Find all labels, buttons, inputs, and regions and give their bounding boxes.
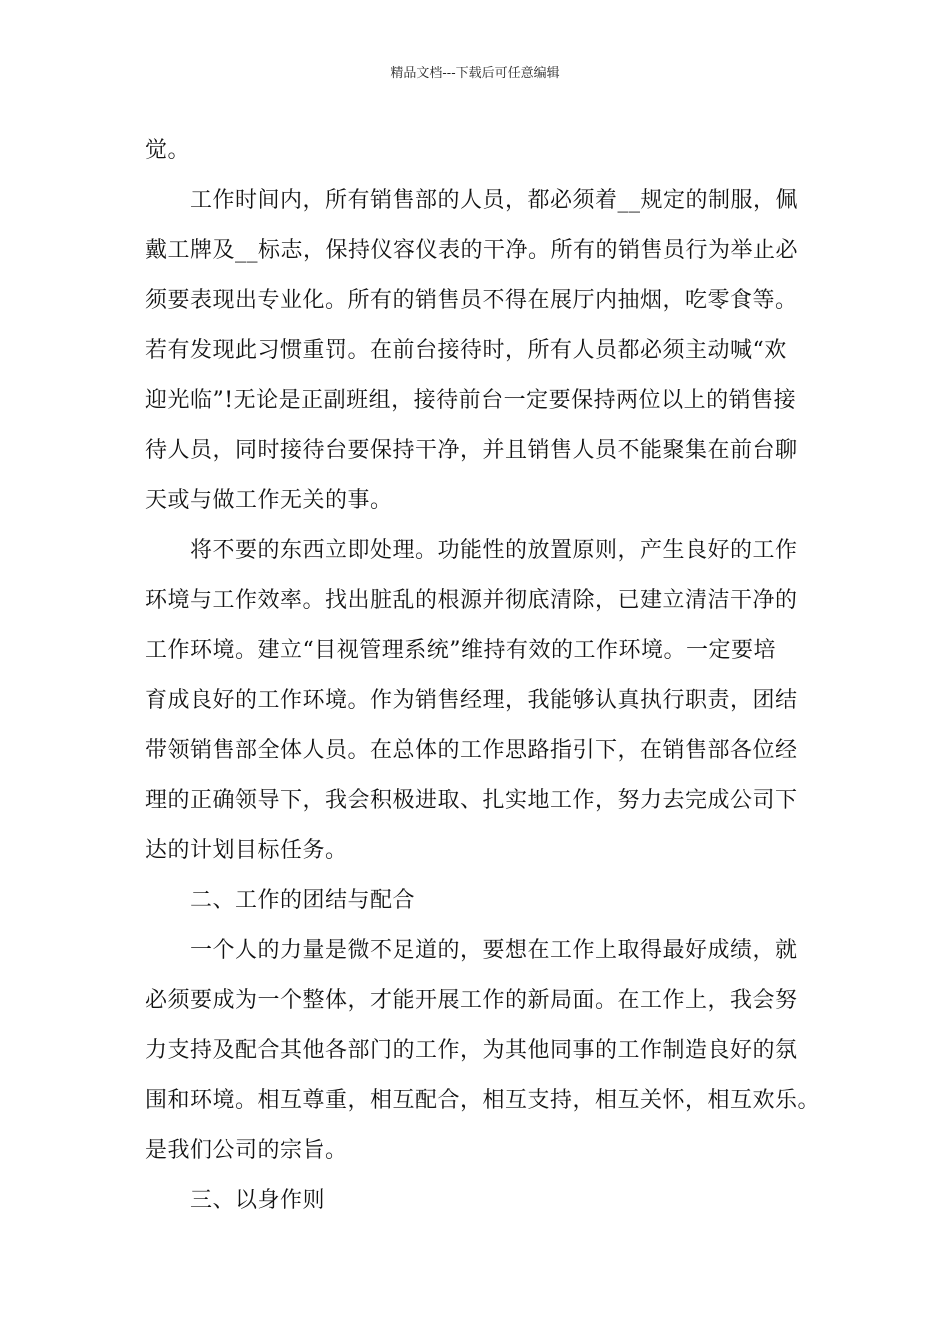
paragraph-start-line: 工作时间内，所有销售部的人员，都必须着__规定的制服，佩	[190, 188, 799, 213]
text-line: 理的正确领导下，我会积极进取、扎实地工作，努力去完成公司下	[145, 788, 798, 813]
text-line: 天或与做工作无关的事。	[145, 488, 393, 513]
document-body	[145, 126, 821, 1226]
page-header: 精品文档---下载后可任意编辑	[390, 66, 560, 81]
text-line: 迎光临”!无论是正副班组，接待前台一定要保持两位以上的销售接	[145, 388, 797, 413]
paragraph-start-line: 将不要的东西立即处理。功能性的放置原则，产生良好的工作	[190, 538, 798, 563]
text-line: 带领销售部全体人员。在总体的工作思路指引下，在销售部各位经	[145, 738, 798, 763]
text-line: 工作环境。建立“目视管理系统”维持有效的工作环境。一定要培	[145, 638, 776, 663]
text-line: 戴工牌及__标志，保持仪容仪表的干净。所有的销售员行为举止必	[145, 238, 799, 263]
text-line: 是我们公司的宗旨。	[145, 1138, 348, 1163]
text-line: 若有发现此习惯重罚。在前台接待时，所有人员都必须主动喊“欢	[145, 338, 787, 363]
text-line: 环境与工作效率。找出脏乱的根源并彻底清除，已建立清洁干净的	[145, 588, 798, 613]
text-line: 待人员，同时接待台要保持干净，并且销售人员不能聚集在前台聊	[145, 438, 798, 463]
section-heading: 二、工作的团结与配合	[190, 888, 416, 913]
text-line: 达的计划目标任务。	[145, 838, 348, 863]
section-heading: 三、以身作则	[190, 1188, 326, 1213]
text-line: 力支持及配合其他各部门的工作，为其他同事的工作制造良好的氛	[145, 1038, 798, 1063]
text-line: 育成良好的工作环境。作为销售经理，我能够认真执行职责，团结	[145, 688, 798, 713]
text-line: 围和环境。相互尊重，相互配合，相互支持，相互关怀，相互欢乐。	[145, 1088, 821, 1113]
text-line: 觉。	[145, 138, 191, 163]
paragraph-start-line: 一个人的力量是微不足道的，要想在工作上取得最好成绩，就	[190, 938, 798, 963]
text-line: 必须要成为一个整体，才能开展工作的新局面。在工作上，我会努	[145, 988, 798, 1013]
text-line: 须要表现出专业化。所有的销售员不得在展厅内抽烟，吃零食等。	[145, 288, 798, 313]
